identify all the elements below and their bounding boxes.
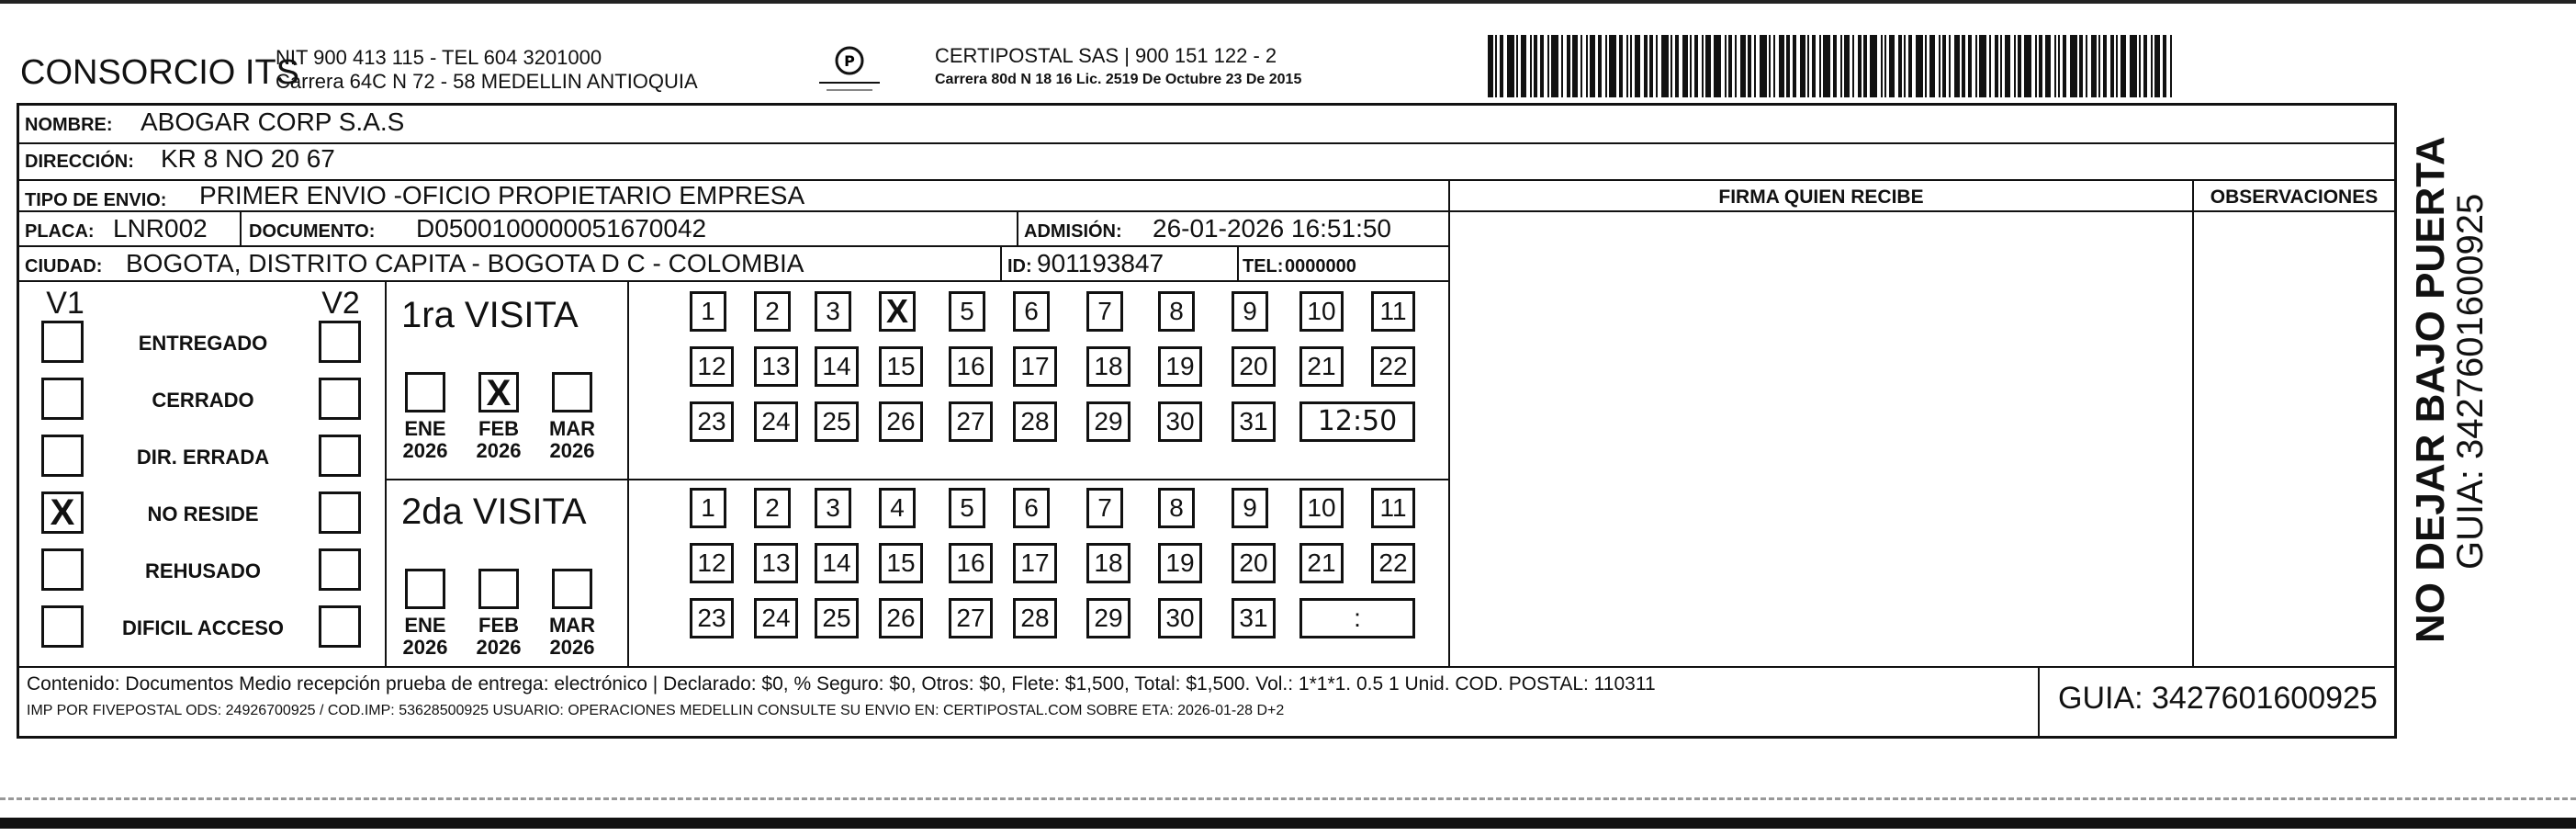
- v1-checkbox[interactable]: [41, 605, 84, 648]
- day-box-16[interactable]: 16: [949, 543, 993, 583]
- day-box-9[interactable]: 9: [1232, 291, 1268, 332]
- status-label: DIFICIL ACCESO: [121, 616, 284, 639]
- divider-id: [1000, 245, 1002, 280]
- barcode-bar: [1939, 35, 1940, 97]
- barcode-bar: [1929, 35, 1935, 97]
- month-year: 2026: [476, 439, 522, 462]
- status-label: DIR. ERRADA: [136, 446, 270, 469]
- day-box-8[interactable]: 8: [1158, 488, 1195, 528]
- barcode-bar: [1694, 35, 1698, 97]
- barcode-bar: [1889, 35, 1895, 97]
- v1-checkbox[interactable]: [41, 491, 84, 534]
- barcode-bar: [1521, 35, 1526, 97]
- day-box-26[interactable]: 26: [879, 401, 923, 442]
- barcode-bar: [1567, 35, 1570, 97]
- barcode-bar: [1949, 35, 1951, 97]
- barcode-bar: [1819, 35, 1821, 97]
- direccion-value: KR 8 NO 20 67: [161, 144, 335, 173]
- barcode-bar: [1748, 35, 1751, 97]
- day-box-2[interactable]: 2: [754, 488, 791, 528]
- month-checkbox-ene[interactable]: [405, 372, 445, 412]
- barcode-bar: [2154, 35, 2160, 97]
- day-box-20[interactable]: 20: [1232, 346, 1276, 387]
- ciudad-label: CIUDAD:: [25, 256, 103, 277]
- barcode-bar: [1881, 35, 1883, 97]
- divider-ciudad: [19, 280, 1448, 282]
- day-box-20[interactable]: 20: [1232, 543, 1276, 583]
- admision-value: 26-01-2026 16:51:50: [1153, 214, 1391, 243]
- status-label: ENTREGADO: [138, 332, 268, 355]
- svg-text:P: P: [844, 52, 855, 70]
- barcode-bar: [1580, 35, 1582, 97]
- day-box-1[interactable]: 1: [690, 488, 726, 528]
- delivery-form: [17, 103, 2397, 739]
- barcode-bar: [1807, 35, 1809, 97]
- row-nombre: [19, 106, 2394, 144]
- divider-placa: [19, 245, 1448, 247]
- v1-checkbox[interactable]: [41, 321, 84, 363]
- barcode-bar: [1586, 35, 1588, 97]
- barcode-bar: [1870, 35, 1877, 97]
- sender-info: [276, 46, 698, 94]
- day-box-27[interactable]: 27: [949, 598, 993, 638]
- divider-admision: [1017, 210, 1018, 245]
- barcode-bar: [1989, 35, 1991, 97]
- v2-checkbox[interactable]: [319, 321, 361, 363]
- day-box-28[interactable]: 28: [1013, 401, 1057, 442]
- barcode-bar: [2018, 35, 2021, 97]
- bottom-border: [0, 818, 2576, 829]
- divider-firma: [1448, 179, 1450, 666]
- day-box-13[interactable]: 13: [754, 346, 798, 387]
- barcode-bar: [1705, 35, 1711, 97]
- barcode-bar: [1507, 35, 1514, 97]
- month-name: MAR: [548, 417, 596, 440]
- barcode-bar: [1605, 35, 1607, 97]
- month-label: [467, 615, 530, 659]
- barcode-bar: [1702, 35, 1704, 97]
- day-box-4[interactable]: 4: [879, 488, 916, 528]
- barcode-bar: [2151, 35, 2153, 97]
- barcode-bar: [1630, 35, 1632, 97]
- barcode-bar: [2054, 35, 2056, 97]
- barcode-bar: [1675, 35, 1679, 97]
- month-year: 2026: [402, 439, 448, 462]
- day-box-25[interactable]: 25: [815, 598, 859, 638]
- month-label: [394, 418, 456, 462]
- month-checkbox-feb[interactable]: [478, 569, 519, 609]
- month-name: FEB: [478, 614, 519, 637]
- barcode-bar: [2014, 35, 2016, 97]
- day-mark: X: [885, 292, 908, 330]
- status-label: NO RESIDE: [147, 503, 259, 525]
- day-box-24[interactable]: 24: [754, 598, 798, 638]
- divider-tel: [1237, 245, 1239, 280]
- barcode-bar: [1942, 35, 1946, 97]
- day-box-31[interactable]: 31: [1232, 401, 1276, 442]
- day-box-2[interactable]: 2: [754, 291, 791, 332]
- v1-mark: X: [50, 492, 75, 533]
- day-box-24[interactable]: 24: [754, 401, 798, 442]
- v1-checkbox[interactable]: [41, 378, 84, 420]
- day-box-16[interactable]: 16: [949, 346, 993, 387]
- barcode-bar: [1786, 35, 1790, 97]
- month-year: 2026: [402, 636, 448, 659]
- barcode-bar: [1844, 35, 1850, 97]
- day-box-13[interactable]: 13: [754, 543, 798, 583]
- v1-header: V1: [46, 286, 84, 321]
- status-label: REHUSADO: [145, 559, 261, 582]
- day-box-15[interactable]: 15: [879, 543, 923, 583]
- direccion-label: DIRECCIÓN:: [25, 152, 134, 172]
- placa-label: PLACA:: [25, 221, 95, 242]
- barcode-bar: [1644, 35, 1648, 97]
- day-box-11[interactable]: 11: [1371, 291, 1415, 332]
- barcode-bar: [1769, 35, 1771, 97]
- barcode-bar: [2035, 35, 2037, 97]
- month-name: ENE: [404, 614, 446, 637]
- top-border: [0, 0, 2576, 4]
- month-label: [541, 418, 603, 462]
- month-name: ENE: [404, 417, 446, 440]
- day-box-10[interactable]: 10: [1299, 488, 1344, 528]
- barcode-bar: [1590, 35, 1595, 97]
- day-box-10[interactable]: 10: [1299, 291, 1344, 332]
- barcode-bar: [2063, 35, 2066, 97]
- day-box-23[interactable]: 23: [690, 401, 734, 442]
- v2-header: V2: [321, 286, 360, 321]
- barcode-bar: [2143, 35, 2147, 97]
- day-box-27[interactable]: 27: [949, 401, 993, 442]
- month-mark: X: [486, 373, 512, 413]
- barcode-bar: [1561, 35, 1563, 97]
- time-box[interactable]: 12:50: [1299, 401, 1415, 442]
- barcode-bar: [1754, 35, 1756, 97]
- barcode-bar: [1540, 35, 1544, 97]
- divider-visits-left: [385, 280, 387, 666]
- barcode-bar: [1690, 35, 1692, 97]
- divider-visits-days: [627, 280, 629, 666]
- barcode-bar: [1995, 35, 1998, 97]
- barcode-bar: [1516, 35, 1518, 97]
- sender-nit: NIT 900 413 115 - TEL 604 3201000: [276, 46, 602, 69]
- carrier-name: CERTIPOSTAL SAS | 900 151 122 - 2: [935, 44, 1277, 67]
- divider-visits-mid: [385, 479, 1448, 480]
- barcode-bar: [1852, 35, 1854, 97]
- barcode-bar: [1661, 35, 1669, 97]
- barcode-bar: [1609, 35, 1616, 97]
- barcode-bar: [1858, 35, 1862, 97]
- barcode-bar: [1975, 35, 1977, 97]
- barcode-bar: [1793, 35, 1796, 97]
- id-label: ID:: [1007, 256, 1032, 277]
- barcode-bar: [2139, 35, 2141, 97]
- day-box-18[interactable]: 18: [1086, 543, 1131, 583]
- barcode-bar: [2070, 35, 2077, 97]
- month-year: 2026: [549, 636, 595, 659]
- v2-checkbox[interactable]: [319, 605, 361, 648]
- side-warning: NO DEJAR BAJO PUERTA: [2408, 136, 2453, 643]
- carrier-address: Carrera 80d N 18 16 Lic. 2519 De Octubre 23 De 2015: [935, 72, 1302, 87]
- cut-line: [0, 797, 2576, 800]
- barcode-bar: [1682, 35, 1688, 97]
- month-name: FEB: [478, 417, 519, 440]
- barcode-bar: [2058, 35, 2060, 97]
- day-box-23[interactable]: 23: [690, 598, 734, 638]
- barcode-bar: [1773, 35, 1775, 97]
- barcode-bar: [2120, 35, 2126, 97]
- barcode-bar: [2039, 35, 2042, 97]
- barcode-bar: [1898, 35, 1902, 97]
- day-box-11[interactable]: 11: [1371, 488, 1415, 528]
- day-box-18[interactable]: 18: [1086, 346, 1131, 387]
- barcode-bar: [2116, 35, 2118, 97]
- v1-checkbox[interactable]: [41, 435, 84, 477]
- nombre-value: ABOGAR CORP S.A.S: [141, 107, 405, 136]
- barcode-bar: [2045, 35, 2051, 97]
- barcode-bar: [2079, 35, 2083, 97]
- day-box-31[interactable]: 31: [1232, 598, 1276, 638]
- barcode-bar: [1635, 35, 1640, 97]
- barcode-bar: [1500, 35, 1503, 97]
- barcode-bar: [1925, 35, 1927, 97]
- day-box-14[interactable]: 14: [815, 346, 859, 387]
- barcode-bar: [1962, 35, 1965, 97]
- barcode-bar: [1728, 35, 1732, 97]
- barcode-bar: [2024, 35, 2031, 97]
- barcode-bar: [1884, 35, 1886, 97]
- barcode-bar: [1800, 35, 1805, 97]
- barcode-bar: [2163, 35, 2166, 97]
- barcode-bar: [1833, 35, 1837, 97]
- footer-guia-box: [2038, 668, 2396, 736]
- day-box-14[interactable]: 14: [815, 543, 859, 583]
- v2-checkbox[interactable]: [319, 548, 361, 591]
- barcode-bar: [1714, 35, 1721, 97]
- day-box-28[interactable]: 28: [1013, 598, 1057, 638]
- month-label: [541, 615, 603, 659]
- row-direccion: [19, 142, 2394, 181]
- day-box-17[interactable]: 17: [1013, 543, 1057, 583]
- barcode-bar: [2091, 35, 2097, 97]
- barcode-bar: [2103, 35, 2107, 97]
- documento-value: D0500100000051670042: [416, 214, 707, 243]
- id-value: 901193847: [1037, 249, 1164, 277]
- day-box-21[interactable]: 21: [1299, 543, 1344, 583]
- tipo-label: TIPO DE ENVIO:: [25, 190, 167, 210]
- day-box-12[interactable]: 12: [690, 346, 734, 387]
- barcode-bar: [1495, 35, 1497, 97]
- v2-checkbox[interactable]: [319, 378, 361, 420]
- day-box-25[interactable]: 25: [815, 401, 859, 442]
- day-box-29[interactable]: 29: [1086, 598, 1131, 638]
- placa-value: LNR002: [113, 214, 208, 243]
- footer-guia: GUIA: 3427601600925: [2058, 681, 2378, 716]
- barcode-bar: [1619, 35, 1623, 97]
- day-box-22[interactable]: 22: [1371, 346, 1415, 387]
- nombre-label: NOMBRE:: [25, 115, 113, 135]
- barcode-bar: [1572, 35, 1578, 97]
- barcode-bar: [1760, 35, 1767, 97]
- month-year: 2026: [476, 636, 522, 659]
- barcode-bar: [2130, 35, 2137, 97]
- month-checkbox-mar[interactable]: [552, 372, 592, 412]
- divider-documento: [240, 210, 242, 245]
- month-label: [467, 418, 530, 462]
- observaciones-header: OBSERVACIONES: [2210, 186, 2379, 208]
- barcode-bar: [1916, 35, 1923, 97]
- day-box-22[interactable]: 22: [1371, 543, 1415, 583]
- divider-tipo: [19, 210, 1448, 212]
- tel-label: TEL:: [1243, 256, 1284, 277]
- day-box-6[interactable]: 6: [1013, 488, 1050, 528]
- barcode-bar: [1779, 35, 1784, 97]
- day-box-4[interactable]: [879, 291, 916, 332]
- v2-checkbox[interactable]: [319, 491, 361, 534]
- day-box-19[interactable]: 19: [1158, 543, 1202, 583]
- barcode-bar: [1812, 35, 1816, 97]
- v1-checkbox[interactable]: [41, 548, 84, 591]
- month-year: 2026: [549, 439, 595, 462]
- month-checkbox-mar[interactable]: [552, 569, 592, 609]
- barcode-bar: [1954, 35, 1960, 97]
- day-box-7[interactable]: 7: [1086, 291, 1123, 332]
- documento-label: DOCUMENTO:: [249, 221, 376, 242]
- barcode-bar: [2170, 35, 2172, 97]
- day-box-19[interactable]: 19: [1158, 346, 1202, 387]
- barcode-bar: [1488, 35, 1493, 97]
- day-box-17[interactable]: 17: [1013, 346, 1057, 387]
- admision-label: ADMISIÓN:: [1024, 221, 1122, 242]
- barcode-bar: [1735, 35, 1737, 97]
- barcode-bar: [1979, 35, 1986, 97]
- day-box-1[interactable]: 1: [690, 291, 726, 332]
- barcode-bar: [2110, 35, 2114, 97]
- second-visit-title: 2da VISITA: [401, 491, 587, 532]
- barcode-bar: [1551, 35, 1558, 97]
- side-guia: GUIA: 3427601600925: [2450, 193, 2491, 570]
- barcode-bar: [1840, 35, 1842, 97]
- barcode-bar: [1534, 35, 1537, 97]
- month-label: [394, 615, 456, 659]
- firma-header: FIRMA QUIEN RECIBE: [1718, 186, 1924, 208]
- month-checkbox-ene[interactable]: [405, 569, 445, 609]
- barcode-bar: [1968, 35, 1972, 97]
- month-name: MAR: [548, 614, 596, 637]
- day-box-8[interactable]: 8: [1158, 291, 1195, 332]
- sender-name: CONSORCIO ITS: [20, 53, 300, 92]
- tipo-value: PRIMER ENVIO -OFICIO PROPIETARIO EMPRESA: [199, 181, 805, 209]
- barcode-bar: [1863, 35, 1867, 97]
- barcode-bar: [1598, 35, 1602, 97]
- barcode-bar: [1649, 35, 1653, 97]
- contenido-text: Contenido: Documentos Medio recepción prueba de entrega: electrónico | Declarado: $0, % Seguro: $0, Otros: $0, Flete: $1,500, Total: $1,500. Vol.: 1*1*1. 0.5 1 Unid. COD. POSTAL: 110311: [27, 673, 1656, 695]
- barcode-bar: [1823, 35, 1830, 97]
- sender-address: Carrera 64C N 72 - 58 MEDELLIN ANTIOQUIA: [276, 70, 698, 93]
- barcode-bar: [1547, 35, 1549, 97]
- carrier-info: [935, 44, 1301, 92]
- imp-text: IMP POR FIVEPOSTAL ODS: 24926700925 / COD.IMP: 53628500925 USUARIO: OPERACIONES MEDELLIN CONSULTE SU ENVIO EN: CERTIPOSTAL.COM SOBRE ETA: 2026-01-28 D+2: [27, 703, 1285, 718]
- day-box-6[interactable]: 6: [1013, 291, 1050, 332]
- day-box-21[interactable]: 21: [1299, 346, 1344, 387]
- barcode-bar: [1908, 35, 1912, 97]
- barcode-bar: [2086, 35, 2087, 97]
- barcode-bar: [2000, 35, 2002, 97]
- tel-value: 0000000: [1285, 256, 1356, 277]
- day-box-30[interactable]: 30: [1158, 598, 1202, 638]
- day-box-12[interactable]: 12: [690, 543, 734, 583]
- day-box-7[interactable]: 7: [1086, 488, 1123, 528]
- day-box-5[interactable]: 5: [949, 488, 985, 528]
- day-box-26[interactable]: 26: [879, 598, 923, 638]
- month-checkbox-feb[interactable]: [478, 372, 519, 412]
- divider-observaciones: [2192, 179, 2194, 666]
- divider-header-right: [1448, 210, 2394, 212]
- day-box-30[interactable]: 30: [1158, 401, 1202, 442]
- day-box-3[interactable]: 3: [815, 291, 851, 332]
- barcode-bar: [1530, 35, 1532, 97]
- barcode-bar: [1656, 35, 1658, 97]
- day-box-5[interactable]: 5: [949, 291, 985, 332]
- v2-checkbox[interactable]: [319, 435, 361, 477]
- barcode: [1488, 35, 2219, 97]
- day-box-15[interactable]: 15: [879, 346, 923, 387]
- day-box-3[interactable]: 3: [815, 488, 851, 528]
- barcode-bar: [1670, 35, 1672, 97]
- barcode-bar: [1740, 35, 1746, 97]
- day-box-29[interactable]: 29: [1086, 401, 1131, 442]
- ciudad-value: BOGOTA, DISTRITO CAPITA - BOGOTA D C - COLOMBIA: [126, 249, 804, 277]
- day-box-9[interactable]: 9: [1232, 488, 1268, 528]
- barcode-bar: [2098, 35, 2100, 97]
- barcode-bar: [1626, 35, 1628, 97]
- status-label: CERRADO: [152, 389, 254, 412]
- barcode-bar: [2005, 35, 2010, 97]
- barcode-bar: [1725, 35, 1727, 97]
- time-box[interactable]: :: [1299, 598, 1415, 638]
- certipostal-logo: [808, 44, 891, 99]
- barcode-bar: [1904, 35, 1906, 97]
- first-visit-title: 1ra VISITA: [401, 295, 579, 335]
